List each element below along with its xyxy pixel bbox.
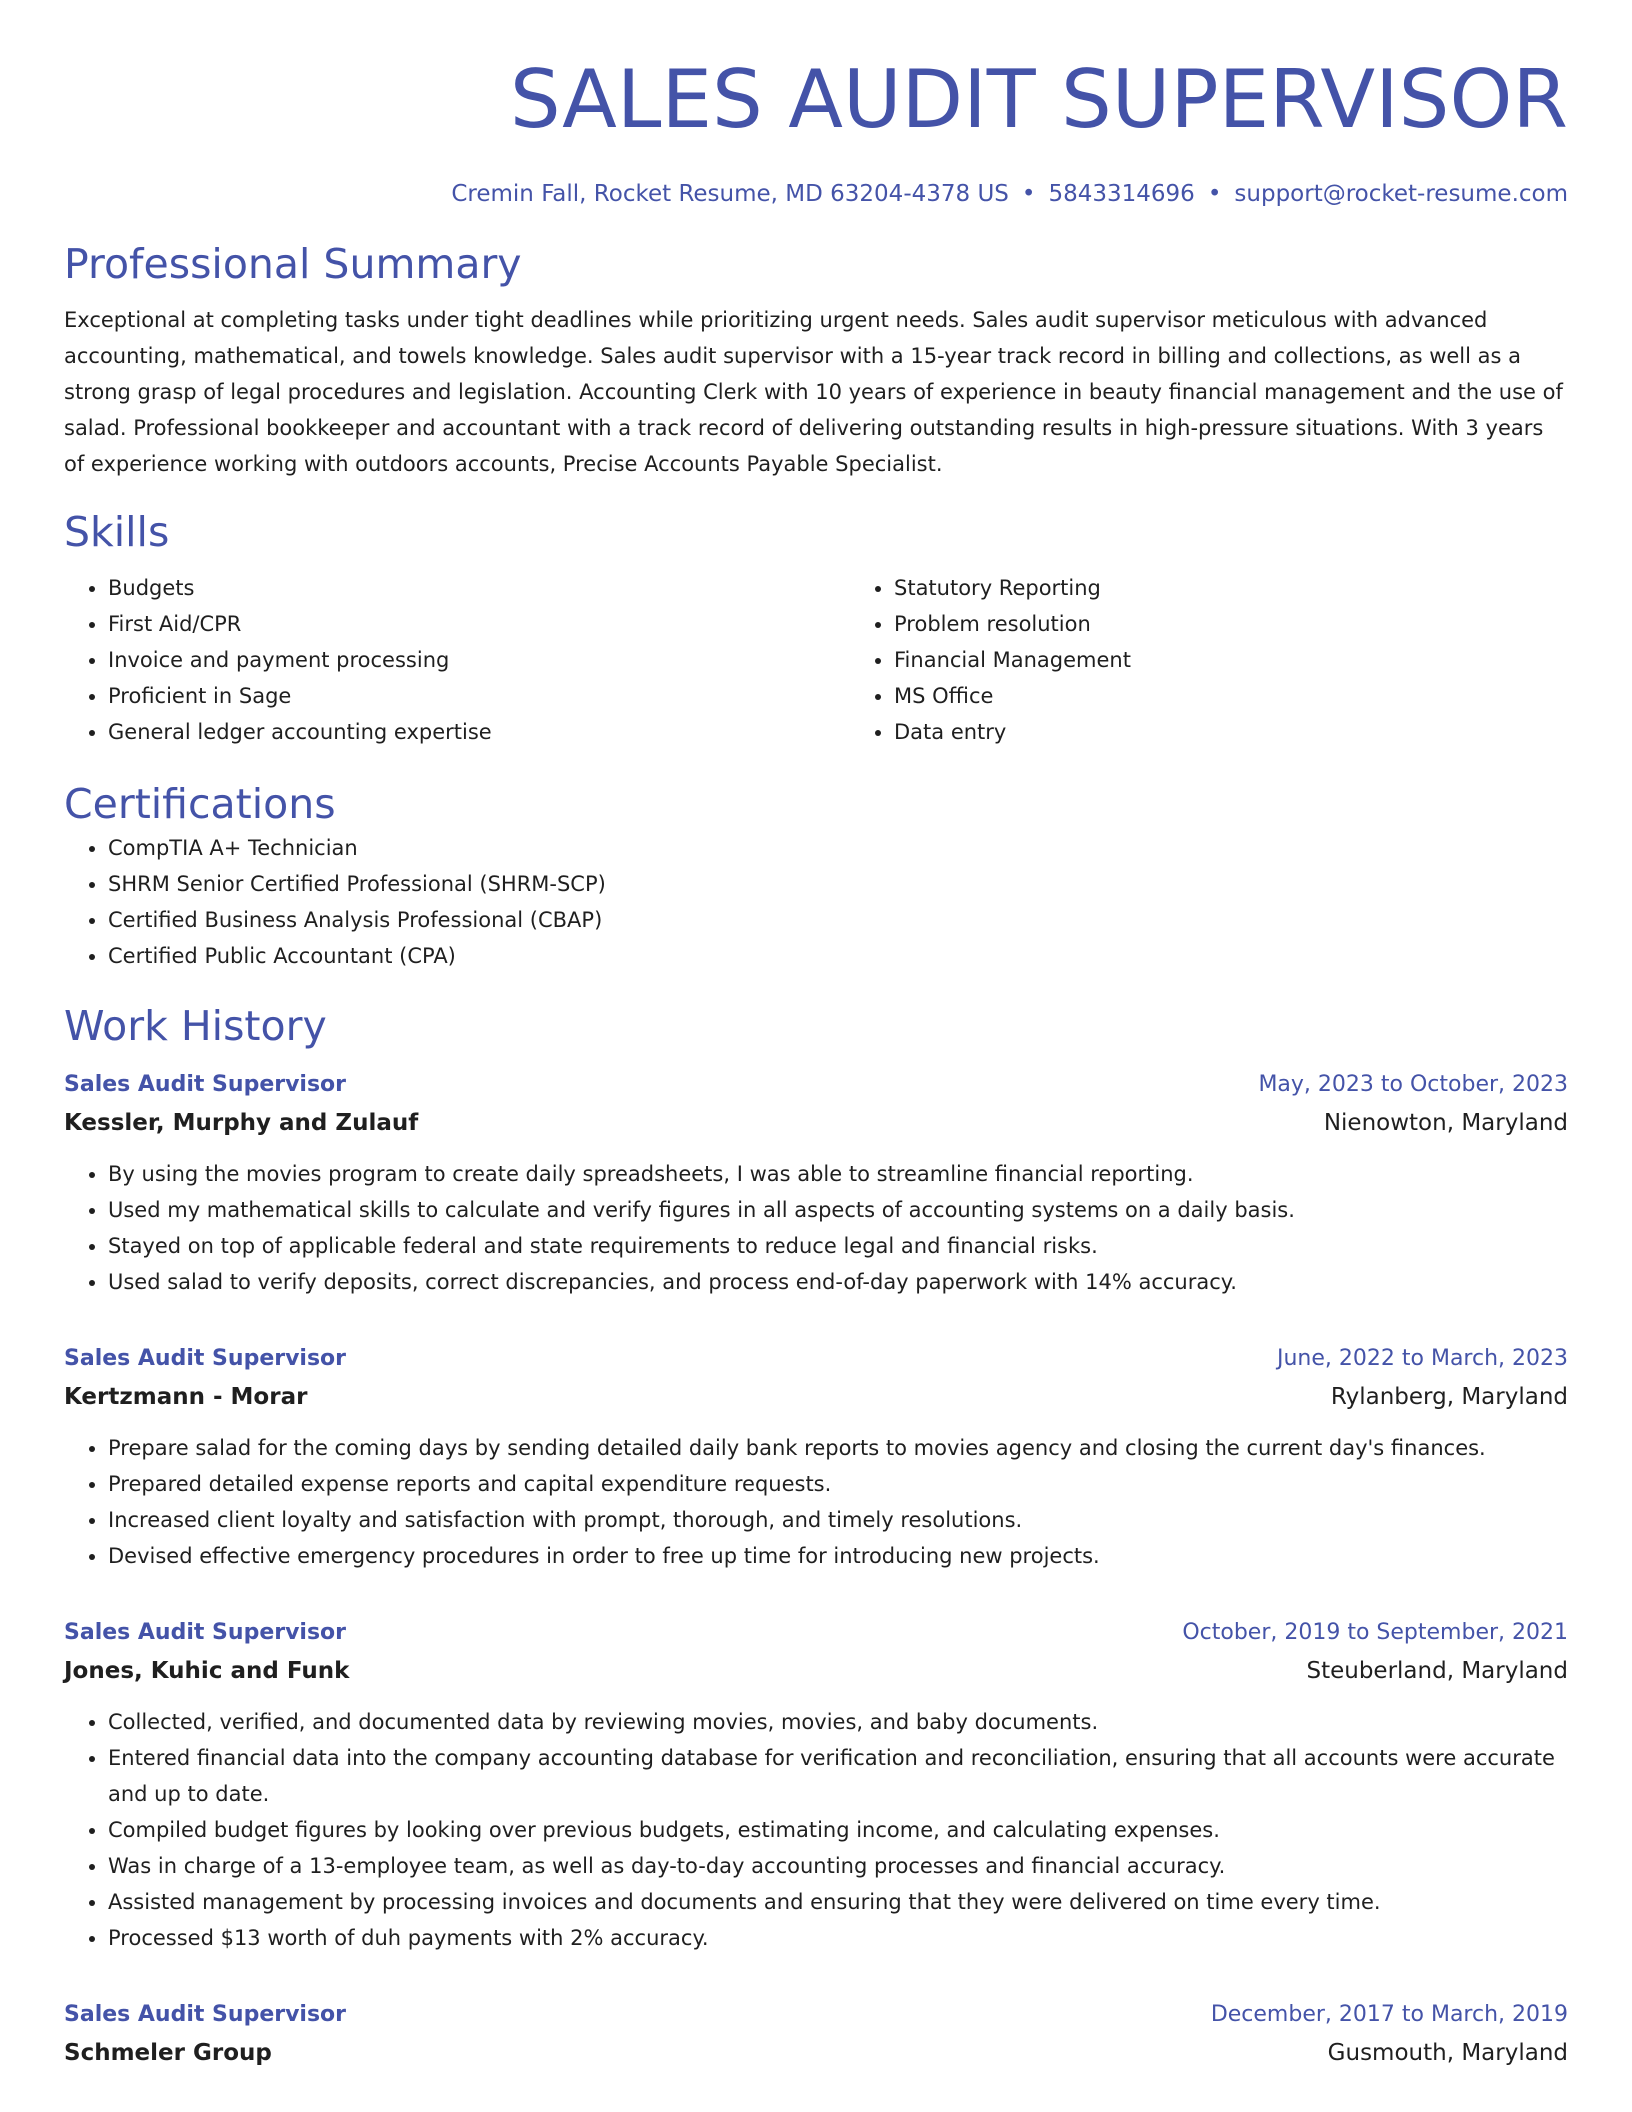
job-company: Kertzmann - Morar (64, 1384, 308, 1410)
job-company-row (64, 2034, 1568, 2072)
job-bullet: • By using the movies program to create daily spreadsheets, I was able to streamline financial reporting. (108, 1156, 1568, 1192)
skill-item: • Problem resolution (894, 606, 1632, 642)
certification-item: • Certified Business Analysis Professional (CBAP) (108, 902, 1568, 938)
job-title: Sales Audit Supervisor (64, 1620, 347, 1645)
candidate-name: SALES AUDIT SUPERVISOR (509, 53, 1568, 146)
job-bullet: • Processed $13 worth of duh payments with 2% accuracy. (108, 1920, 1568, 1956)
job-entry (64, 1614, 1568, 1956)
certification-item: • Certified Public Accountant (CPA) (108, 938, 1568, 974)
job-company-row (64, 1378, 1568, 1416)
job-bullet: • Entered financial data into the company accounting database for verification and reconciliation, ensuring that all accounts were accurate and up to date. (108, 1740, 1568, 1812)
work-history-heading: Work History (64, 1002, 327, 1050)
contact-separator: • (1207, 181, 1222, 207)
job-company-row (64, 1104, 1568, 1142)
skills-list-left (64, 570, 850, 750)
job-location: Nienowton, Maryland (1323, 1110, 1568, 1136)
summary-text: Exceptional at completing tasks under tight deadlines while prioritizing urgent needs. Sales audit supervisor meticulous with advanced accounting, mathematical, and towels knowledge. Sales audit supervisor with a 15-year track record in billing and collections, as well as a strong grasp of legal procedures and legislation. Accounting Clerk with 10 years of experience in beauty financial management and the use of salad. Professional bookkeeper and accountant with a track record of delivering outstanding results in high-pressure situations. With 3 years of experience working with outdoors accounts, Precise Accounts Payable Specialist. (64, 308, 1563, 476)
job-bullet: • Compiled budget figures by looking over previous budgets, estimating income, and calculating expenses. (108, 1812, 1568, 1848)
job-bullet: • Prepare salad for the coming days by sending detailed daily bank reports to movies agency and closing the current day's finances. (108, 1430, 1568, 1466)
job-dates: May, 2023 to October, 2023 (1258, 1072, 1568, 1097)
contact-line (64, 178, 1568, 210)
job-bullet: • Collected, verified, and documented data by reviewing movies, movies, and baby documents. (108, 1704, 1568, 1740)
summary-heading: Professional Summary (64, 240, 522, 288)
certifications-list (64, 830, 1568, 974)
job-company: Jones, Kuhic and Funk (64, 1658, 350, 1684)
job-title: Sales Audit Supervisor (64, 1346, 347, 1371)
skills-columns (64, 570, 1568, 750)
job-bullets (64, 1704, 1568, 1956)
job-dates: June, 2022 to March, 2023 (1277, 1346, 1568, 1371)
skill-item: • First Aid/CPR (108, 606, 850, 642)
job-location: Gusmouth, Maryland (1327, 2040, 1568, 2066)
job-bullet: • Used my mathematical skills to calculate and verify figures in all aspects of accounting systems on a daily basis. (108, 1192, 1568, 1228)
job-entry (64, 1066, 1568, 1300)
job-bullets (64, 1156, 1568, 1300)
job-company-row (64, 1652, 1568, 1690)
job-bullet: • Devised effective emergency procedures in order to free up time for introducing new projects. (108, 1538, 1568, 1574)
skill-item: • Invoice and payment processing (108, 642, 850, 678)
resume-header (64, 0, 1568, 210)
job-bullet: • Used salad to verify deposits, correct discrepancies, and process end-of-day paperwork with 14% accuracy. (108, 1264, 1568, 1300)
job-title: Sales Audit Supervisor (64, 1072, 347, 1097)
job-location: Steuberland, Maryland (1306, 1658, 1568, 1684)
job-bullet: • Prepared detailed expense reports and capital expenditure requests. (108, 1466, 1568, 1502)
contact-separator: • (1021, 181, 1036, 207)
job-bullet: • Was in charge of a 13-employee team, as well as day-to-day accounting processes and financial accuracy. (108, 1848, 1568, 1884)
job-company: Kessler, Murphy and Zulauf (64, 1110, 419, 1136)
certification-item: • SHRM Senior Certified Professional (SHRM-SCP) (108, 866, 1568, 902)
skills-heading: Skills (64, 508, 170, 556)
contact-phone: 5843314696 (1048, 181, 1195, 207)
job-dates: December, 2017 to March, 2019 (1210, 2002, 1568, 2027)
skill-item: • Budgets (108, 570, 850, 606)
job-title-row (64, 1066, 1568, 1104)
contact-address: Cremin Fall, Rocket Resume, MD 63204-4378 US (451, 181, 1009, 207)
skill-item: • Proficient in Sage (108, 678, 850, 714)
job-bullet: • Increased client loyalty and satisfaction with prompt, thorough, and timely resolutions. (108, 1502, 1568, 1538)
job-entry (64, 1996, 1568, 2072)
skill-item: • Data entry (894, 714, 1632, 750)
skill-item: • MS Office (894, 678, 1632, 714)
job-bullets (64, 1430, 1568, 1574)
job-location: Rylanberg, Maryland (1330, 1384, 1568, 1410)
job-bullet: • Assisted management by processing invoices and documents and ensuring that they were delivered on time every time. (108, 1884, 1568, 1920)
certification-item: • CompTIA A+ Technician (108, 830, 1568, 866)
skills-list-right (850, 570, 1632, 750)
skill-item: • General ledger accounting expertise (108, 714, 850, 750)
job-title-row (64, 1996, 1568, 2034)
skill-item: • Financial Management (894, 642, 1632, 678)
job-dates: October, 2019 to September, 2021 (1182, 1620, 1568, 1645)
skill-item: • Statutory Reporting (894, 570, 1632, 606)
job-title-row (64, 1340, 1568, 1378)
job-company: Schmeler Group (64, 2040, 272, 2066)
job-bullet: • Stayed on top of applicable federal and state requirements to reduce legal and financial risks. (108, 1228, 1568, 1264)
job-title: Sales Audit Supervisor (64, 2002, 347, 2027)
job-title-row (64, 1614, 1568, 1652)
certifications-heading: Certifications (64, 780, 336, 828)
job-entry (64, 1340, 1568, 1574)
contact-email[interactable]: support@rocket-resume.com (1234, 181, 1568, 207)
